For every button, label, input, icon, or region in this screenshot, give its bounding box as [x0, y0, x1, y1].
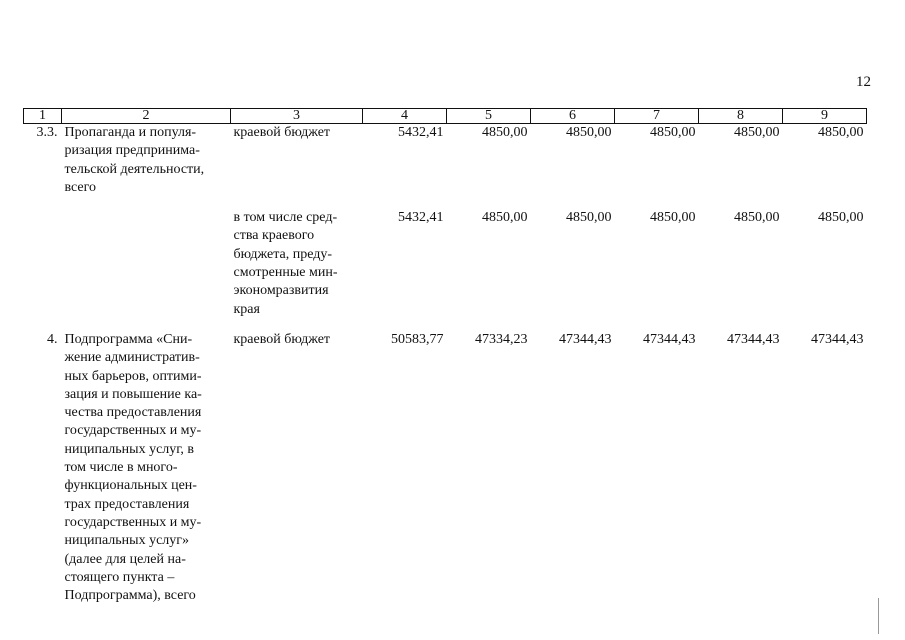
value-cell: 4850,00 [650, 125, 696, 140]
row-name-line: (далее для целей на- [64, 551, 186, 567]
value-cell: 47344,43 [559, 331, 612, 347]
header-cell: 4 [363, 109, 447, 124]
row-name-line: Пропаганда и популя- [64, 125, 197, 140]
header-cell: 2 [62, 109, 231, 124]
row-source-line: края [233, 301, 260, 317]
row-source-line: бюджета, преду- [233, 246, 333, 262]
row-name-line: функциональных цен- [64, 478, 197, 494]
header-cell: 7 [615, 109, 699, 124]
row-name-line: чества предоставления [64, 405, 202, 421]
row-name-line: Подпрограмма «Сни- [64, 331, 193, 347]
header-cell: 1 [24, 109, 62, 124]
row-name-line: трах предоставления [64, 496, 190, 512]
value-cell: 47334,23 [475, 331, 528, 347]
value-cell: 4850,00 [734, 210, 780, 226]
row-name-line: жение административ- [64, 350, 200, 366]
header-cell: 6 [531, 109, 615, 124]
header-cell: 9 [783, 109, 867, 124]
value-cell: 47344,43 [727, 331, 780, 347]
value-cell: 4850,00 [734, 125, 780, 140]
row-source-line: смотренные мин- [233, 265, 338, 281]
row-source [231, 209, 363, 319]
row-name-line: зация и повышение ка- [64, 386, 202, 402]
value-cell: 4850,00 [650, 210, 696, 226]
row-index [24, 209, 62, 319]
row-source-line: в том числе сред- [233, 210, 338, 226]
header-row [24, 109, 867, 124]
row-name [62, 209, 231, 319]
row-source [231, 331, 363, 605]
row-source [231, 124, 363, 198]
value-cell: 50583,77 [391, 331, 444, 347]
row-name-line: ризация предпринима- [64, 143, 200, 159]
row-name-line: государственных и му- [64, 514, 202, 530]
table-row [24, 209, 867, 319]
scan-edge-line [878, 598, 879, 634]
row-name-line: стоящего пункта – [64, 569, 175, 585]
row-source-line: экономразвития [233, 283, 329, 299]
value-cell: 4850,00 [566, 210, 612, 226]
row-source-line: ства краевого [233, 228, 315, 244]
row-name-line: ных барьеров, оптими- [64, 368, 202, 384]
row-name-line: тельской деятельности, [64, 161, 205, 177]
budget-table [23, 108, 867, 605]
header-cell: 8 [699, 109, 783, 124]
page-number: 12 [856, 74, 871, 90]
value-cell: 47344,43 [643, 331, 696, 347]
row-index: 3.3. [36, 125, 58, 140]
row-source-line: краевой бюджет [233, 125, 331, 140]
value-cell: 5432,41 [398, 210, 444, 226]
row-name-line: ниципальных услуг» [64, 533, 190, 549]
row-index: 4. [47, 331, 58, 347]
header-cell: 5 [447, 109, 531, 124]
row-source-line: краевой бюджет [233, 331, 331, 347]
value-cell: 4850,00 [566, 125, 612, 140]
value-cell: 4850,00 [482, 125, 528, 140]
row-name-line: Подпрограмма), всего [64, 588, 196, 604]
value-cell: 47344,43 [811, 331, 864, 347]
value-cell: 4850,00 [482, 210, 528, 226]
header-cell: 3 [231, 109, 363, 124]
row-name-line: том числе в много- [64, 460, 178, 476]
row-name-line: государственных и му- [64, 423, 202, 439]
row-name [62, 331, 231, 605]
table-row [24, 124, 867, 198]
row-name-line: всего [64, 179, 97, 195]
row-name [62, 124, 231, 198]
table-row [24, 331, 867, 605]
value-cell: 4850,00 [818, 125, 864, 140]
value-cell: 4850,00 [818, 210, 864, 226]
value-cell: 5432,41 [398, 125, 444, 140]
row-name-line: ниципальных услуг, в [64, 441, 195, 457]
